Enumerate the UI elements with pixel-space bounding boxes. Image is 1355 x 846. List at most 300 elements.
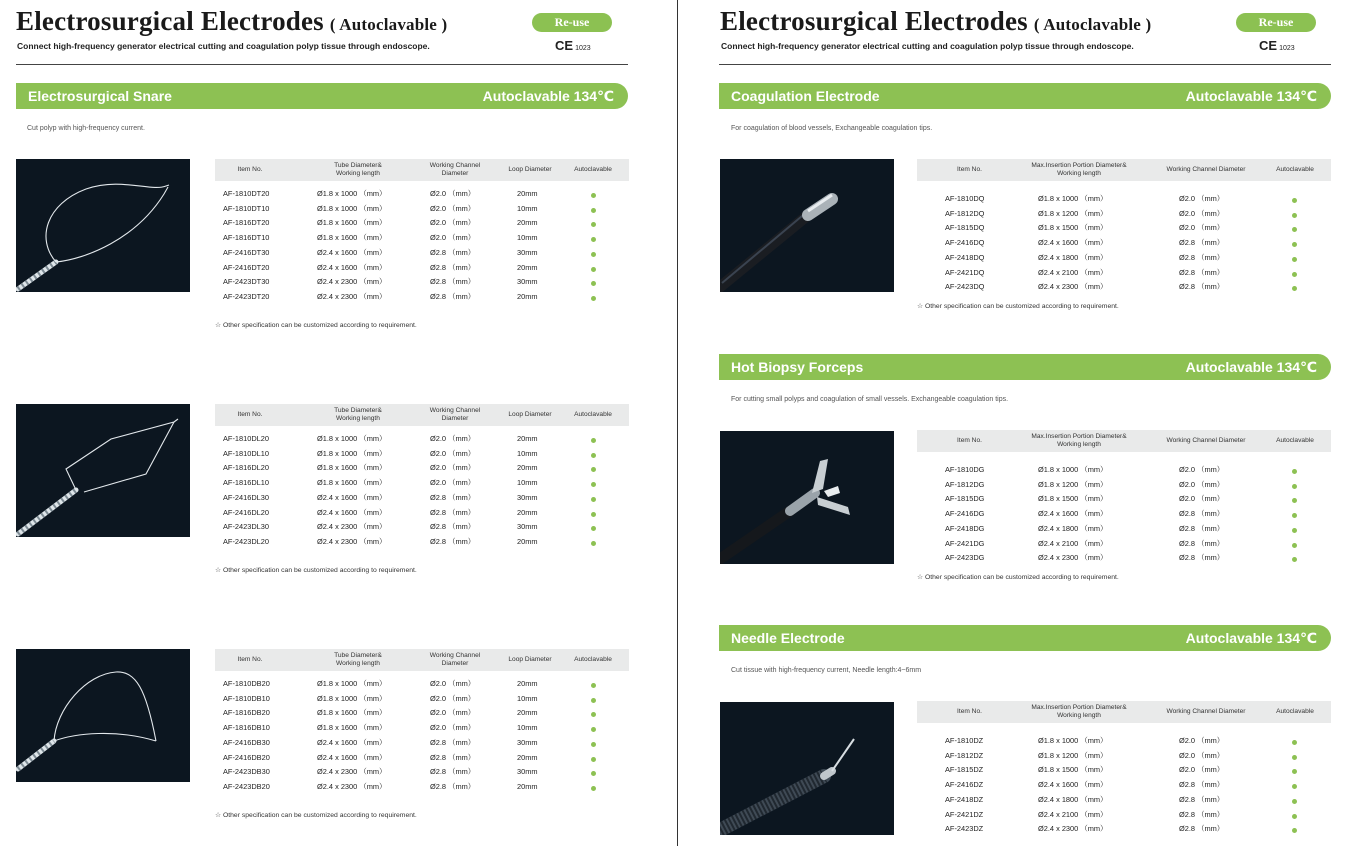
- banner-name: Needle Electrode: [731, 630, 845, 646]
- table-row: [917, 522, 1331, 537]
- table-cell: Ø1.8 x 1000 （mm）: [1038, 465, 1108, 474]
- header-cell: Loop Diameter: [508, 411, 552, 418]
- green-dot: [591, 526, 596, 531]
- table-cell: AF-2416DL20: [223, 507, 270, 517]
- table-cell: Ø2.0 （mm）: [430, 693, 476, 703]
- table-row: [215, 187, 629, 202]
- green-dot: [591, 252, 596, 257]
- green-dot: [1292, 272, 1297, 277]
- table-row: [917, 749, 1331, 764]
- table-cell: Ø2.8 （mm）: [430, 291, 476, 301]
- green-dot: [1292, 513, 1297, 518]
- green-dot: [591, 467, 596, 472]
- table-cell: AF-2421DQ: [945, 267, 985, 277]
- table-cell: Ø2.0 （mm）: [1179, 750, 1225, 760]
- table-cell: Ø2.0 （mm）: [1179, 765, 1225, 775]
- table-cell: AF-1810DB10: [223, 693, 270, 703]
- table-header: [215, 404, 629, 426]
- header-cell: Working Channel Diameter: [429, 652, 481, 667]
- table-cell: AF-2418DG: [945, 523, 985, 533]
- ce-mark: [555, 38, 591, 53]
- page-divider: [677, 0, 678, 846]
- table-cell: Ø2.4 x 1800 （mm）: [1038, 252, 1108, 262]
- needle-electrode-image: [720, 702, 894, 835]
- title-text: Electrosurgical Electrodes: [16, 6, 324, 36]
- table-row: [917, 778, 1331, 793]
- table-cell: Ø2.4 x 1600 （mm）: [317, 737, 387, 747]
- header-cell: Tube Diameter& Working length: [334, 407, 382, 422]
- table-cell: 30mm: [517, 277, 538, 287]
- table-cell: AF-2423DZ: [945, 824, 984, 834]
- table-cell: AF-1816DB10: [223, 723, 270, 733]
- table-cell: 20mm: [517, 679, 538, 688]
- table-cell: 30mm: [517, 767, 538, 777]
- header-cell: Loop Diameter: [508, 166, 552, 173]
- table-cell: AF-2423DL20: [223, 536, 270, 546]
- table-cell: AF-2421DZ: [945, 809, 984, 819]
- table-cell: AF-2421DG: [945, 538, 985, 548]
- table-cell: Ø2.4 x 2300 （mm）: [1038, 282, 1108, 292]
- green-dot: [1292, 498, 1297, 503]
- oval-snare-image: [16, 159, 190, 292]
- table-cell: 20mm: [517, 189, 538, 198]
- title-sub-right: ( Autoclavable ): [1033, 15, 1152, 34]
- table-cell: 10mm: [517, 723, 538, 733]
- section-banner: [719, 83, 1331, 109]
- table-cell: 10mm: [517, 693, 538, 703]
- reuse-badge: Re-use: [532, 13, 612, 32]
- green-dot: [591, 193, 596, 198]
- table-cell: 20mm: [517, 434, 538, 443]
- table-cell: AF-1810DT20: [223, 189, 270, 198]
- header-rule-right: [719, 64, 1331, 65]
- table-row: [215, 246, 629, 261]
- table-cell: 30mm: [517, 247, 538, 257]
- green-dot: [591, 512, 596, 517]
- table-cell: Ø2.4 x 2300 （mm）: [317, 767, 387, 777]
- header-cell: Working Channel Diameter: [429, 162, 481, 177]
- header-cell: Max.Insertion Portion Diameter& Working length: [1031, 162, 1127, 177]
- green-dot: [591, 727, 596, 732]
- table-cell: Ø2.8 （mm）: [1179, 809, 1225, 819]
- table-cell: Ø2.8 （mm）: [1179, 238, 1225, 248]
- table-cell: Ø2.8 （mm）: [430, 752, 476, 762]
- table-cell: 20mm: [517, 781, 538, 791]
- green-dot: [591, 712, 596, 717]
- table-cell: AF-2423DG: [945, 553, 985, 563]
- table-cell: Ø1.8 x 1600 （mm）: [317, 218, 387, 228]
- green-dot: [1292, 528, 1297, 533]
- table-cell: AF-1810DZ: [945, 736, 984, 745]
- table-cell: AF-2423DL30: [223, 522, 270, 532]
- table-cell: AF-1816DT10: [223, 233, 270, 243]
- table-cell: Ø2.0 （mm）: [430, 448, 476, 458]
- spec-note: ☆ Other specification can be customized according to requirement.: [215, 322, 417, 329]
- table-cell: Ø2.4 x 1600 （mm）: [1038, 780, 1108, 790]
- table-cell: Ø2.4 x 1600 （mm）: [317, 247, 387, 257]
- table-cell: Ø2.8 （mm）: [1179, 553, 1225, 563]
- green-dot: [591, 267, 596, 272]
- table-row: [917, 192, 1331, 207]
- table-cell: Ø2.4 x 2100 （mm）: [1038, 809, 1108, 819]
- table-row: [917, 763, 1331, 778]
- table-cell: Ø2.4 x 1600 （mm）: [317, 507, 387, 517]
- table-cell: Ø2.4 x 1600 （mm）: [1038, 509, 1108, 519]
- table-cell: Ø2.4 x 2100 （mm）: [1038, 267, 1108, 277]
- table-cell: AF-2423DB20: [223, 781, 270, 791]
- table-cell: Ø2.0 （mm）: [430, 189, 476, 198]
- table-cell: Ø2.0 （mm）: [1179, 208, 1225, 218]
- table-cell: AF-1816DT20: [223, 218, 270, 228]
- title-sub: ( Autoclavable ): [329, 15, 448, 34]
- green-dot: [1292, 242, 1297, 247]
- header-cell: Working Channel Diameter: [1166, 166, 1246, 173]
- table-row: [215, 261, 629, 276]
- table-row: [215, 765, 629, 780]
- header-cell: Working Channel Diameter: [1166, 708, 1246, 715]
- banner-autoclavable: Autoclavable 134℃: [1185, 359, 1317, 375]
- table-cell: 20mm: [517, 262, 538, 272]
- green-dot: [1292, 213, 1297, 218]
- header-cell: Autoclavable: [574, 411, 612, 418]
- green-dot: [591, 281, 596, 286]
- table-cell: Ø2.8 （mm）: [430, 781, 476, 791]
- table-cell: Ø2.0 （mm）: [430, 203, 476, 213]
- table-cell: AF-1810DQ: [945, 194, 985, 203]
- table-cell: Ø2.8 （mm）: [430, 737, 476, 747]
- table-cell: AF-2423DT30: [223, 277, 270, 287]
- table-cell: 20mm: [517, 291, 538, 301]
- reuse-badge-right: Re-use: [1236, 13, 1316, 32]
- page-subtitle-right: Connect high-frequency generator electrical cutting and coagulation polyp tissue through endoscope.: [721, 41, 1134, 51]
- section-banner: [719, 354, 1331, 380]
- green-dot: [1292, 227, 1297, 232]
- table-row: [215, 706, 629, 721]
- table-row: [215, 520, 629, 535]
- spec-table: [215, 159, 629, 339]
- table-cell: AF-2416DB30: [223, 737, 270, 747]
- green-dot: [1292, 814, 1297, 819]
- table-row: [215, 275, 629, 290]
- table-cell: Ø2.8 （mm）: [430, 522, 476, 532]
- table-cell: Ø1.8 x 1600 （mm）: [317, 723, 387, 733]
- table-cell: Ø1.8 x 1000 （mm）: [317, 448, 387, 458]
- table-cell: Ø2.8 （mm）: [430, 536, 476, 546]
- table-row: [917, 808, 1331, 823]
- table-cell: AF-1810DL20: [223, 434, 270, 443]
- crescent-snare-image: [16, 649, 190, 782]
- table-cell: AF-2418DZ: [945, 794, 984, 804]
- table-header: [917, 701, 1331, 723]
- table-cell: Ø2.8 （mm）: [1179, 252, 1225, 262]
- table-cell: Ø1.8 x 1200 （mm）: [1038, 750, 1108, 760]
- section-description: For cutting small polyps and coagulation of small vessels. Exchangeable coagulation tips.: [731, 396, 1009, 403]
- header-cell: Item No.: [237, 411, 263, 418]
- table-cell: Ø2.0 （mm）: [430, 708, 476, 718]
- banner-autoclavable: Autoclavable 134℃: [1185, 88, 1317, 104]
- table-cell: Ø2.4 x 1600 （mm）: [1038, 238, 1108, 248]
- table-row: [215, 751, 629, 766]
- hexagonal-snare-image: [16, 404, 190, 537]
- spec-note: ☆ Other specification can be customized according to requirement.: [917, 303, 1119, 310]
- green-dot: [591, 757, 596, 762]
- green-dot: [591, 698, 596, 703]
- table-cell: Ø1.8 x 1600 （mm）: [317, 708, 387, 718]
- table-cell: AF-1815DZ: [945, 765, 984, 775]
- green-dot: [591, 208, 596, 213]
- spec-table: [215, 649, 629, 829]
- table-cell: AF-2416DB20: [223, 752, 270, 762]
- table-cell: 20mm: [517, 507, 538, 517]
- table-cell: Ø2.4 x 2300 （mm）: [317, 536, 387, 546]
- table-row: [917, 507, 1331, 522]
- table-cell: Ø2.8 （mm）: [430, 262, 476, 272]
- table-cell: Ø2.8 （mm）: [430, 507, 476, 517]
- table-cell: 20mm: [517, 463, 538, 473]
- green-dot: [591, 786, 596, 791]
- green-dot: [1292, 755, 1297, 760]
- table-cell: Ø2.8 （mm）: [1179, 523, 1225, 533]
- table-cell: AF-2416DG: [945, 509, 985, 519]
- table-row: [917, 236, 1331, 251]
- green-dot: [591, 771, 596, 776]
- table-cell: AF-1812DG: [945, 479, 985, 489]
- spec-table: [917, 159, 1331, 319]
- header-cell: Max.Insertion Portion Diameter& Working length: [1031, 704, 1127, 719]
- table-cell: 20mm: [517, 708, 538, 718]
- section-banner: [719, 625, 1331, 651]
- table-cell: Ø2.4 x 2300 （mm）: [317, 781, 387, 791]
- table-cell: Ø1.8 x 1000 （mm）: [317, 434, 387, 443]
- table-cell: Ø1.8 x 1600 （mm）: [317, 463, 387, 473]
- table-cell: Ø2.8 （mm）: [1179, 267, 1225, 277]
- green-dot: [1292, 257, 1297, 262]
- table-row: [917, 537, 1331, 552]
- table-cell: Ø1.8 x 1000 （mm）: [1038, 736, 1108, 745]
- table-cell: AF-2416DT20: [223, 262, 270, 272]
- table-cell: Ø1.8 x 1200 （mm）: [1038, 479, 1108, 489]
- table-cell: Ø2.8 （mm）: [430, 277, 476, 287]
- section-description: Cut tissue with high-frequency current, Needle length:4~6mm: [731, 667, 922, 674]
- table-cell: Ø2.0 （mm）: [1179, 479, 1225, 489]
- green-dot: [591, 438, 596, 443]
- banner-name: Electrosurgical Snare: [28, 88, 172, 104]
- table-row: [215, 476, 629, 491]
- table-cell: Ø2.4 x 1800 （mm）: [1038, 794, 1108, 804]
- table-cell: AF-1810DG: [945, 465, 985, 474]
- table-row: [215, 506, 629, 521]
- hot-biopsy-forceps-image: [720, 431, 894, 564]
- table-cell: Ø2.8 （mm）: [430, 492, 476, 502]
- spec-table: [215, 404, 629, 584]
- header-cell: Loop Diameter: [508, 656, 552, 663]
- green-dot: [1292, 828, 1297, 833]
- ce-mark-text-right: CE: [1259, 38, 1278, 53]
- green-dot: [1292, 198, 1297, 203]
- right-page: [703, 0, 1355, 846]
- table-cell: Ø2.4 x 1800 （mm）: [1038, 523, 1108, 533]
- banner-autoclavable: Autoclavable 134℃: [1185, 630, 1317, 646]
- green-dot: [591, 683, 596, 688]
- header-cell: Tube Diameter& Working length: [334, 652, 382, 667]
- green-dot: [591, 742, 596, 747]
- table-cell: Ø2.8 （mm）: [1179, 794, 1225, 804]
- ce-mark-right: [1259, 38, 1295, 53]
- table-row: [215, 721, 629, 736]
- table-cell: Ø2.4 x 2300 （mm）: [317, 522, 387, 532]
- table-cell: Ø1.8 x 1000 （mm）: [317, 679, 387, 688]
- ce-number: 1023: [575, 45, 591, 52]
- banner-name: Hot Biopsy Forceps: [731, 359, 864, 375]
- table-row: [917, 822, 1331, 837]
- page-subtitle: Connect high-frequency generator electrical cutting and coagulation polyp tissue through endoscope.: [17, 41, 430, 51]
- table-row: [215, 736, 629, 751]
- table-cell: Ø1.8 x 1600 （mm）: [317, 478, 387, 488]
- table-row: [215, 491, 629, 506]
- table-row: [215, 692, 629, 707]
- table-cell: Ø2.0 （mm）: [430, 478, 476, 488]
- table-cell: Ø2.4 x 1600 （mm）: [317, 262, 387, 272]
- table-row: [917, 793, 1331, 808]
- header-cell: Tube Diameter& Working length: [334, 162, 382, 177]
- table-cell: 30mm: [517, 737, 538, 747]
- coagulation-electrode-image: [720, 159, 894, 292]
- table-row: [917, 221, 1331, 236]
- table-cell: AF-1812DZ: [945, 750, 984, 760]
- table-header: [917, 159, 1331, 181]
- table-cell: AF-1815DG: [945, 494, 985, 504]
- table-row: [917, 266, 1331, 281]
- header-cell: Max.Insertion Portion Diameter& Working length: [1031, 433, 1127, 448]
- table-cell: Ø2.8 （mm）: [1179, 538, 1225, 548]
- table-cell: Ø1.8 x 1600 （mm）: [317, 233, 387, 243]
- table-cell: AF-1812DQ: [945, 208, 985, 218]
- header-rule: [16, 64, 628, 65]
- table-row: [917, 478, 1331, 493]
- spec-table: [917, 701, 1331, 846]
- table-cell: Ø2.8 （mm）: [1179, 509, 1225, 519]
- header-cell: Autoclavable: [1276, 166, 1314, 173]
- section-description: For coagulation of blood vessels, Exchangeable coagulation tips.: [731, 125, 933, 132]
- table-cell: Ø2.8 （mm）: [1179, 824, 1225, 834]
- header-cell: Working Channel Diameter: [429, 407, 481, 422]
- table-cell: Ø1.8 x 1500 （mm）: [1038, 765, 1108, 775]
- header-cell: Item No.: [237, 166, 263, 173]
- table-row: [215, 290, 629, 305]
- header-cell: Item No.: [957, 437, 982, 444]
- table-row: [215, 231, 629, 246]
- green-dot: [1292, 769, 1297, 774]
- spec-table: [917, 430, 1331, 590]
- table-cell: Ø2.0 （mm）: [430, 233, 476, 243]
- ce-mark-text: CE: [555, 38, 574, 53]
- table-cell: AF-2423DQ: [945, 282, 985, 292]
- table-cell: Ø2.0 （mm）: [430, 434, 476, 443]
- green-dot: [1292, 484, 1297, 489]
- table-row: [215, 677, 629, 692]
- table-cell: AF-1816DL10: [223, 478, 270, 488]
- spec-note: ☆ Other specification can be customized according to requirement.: [215, 812, 417, 819]
- table-cell: Ø2.8 （mm）: [430, 247, 476, 257]
- table-cell: Ø2.0 （mm）: [1179, 465, 1225, 474]
- table-cell: 10mm: [517, 448, 538, 458]
- table-cell: Ø2.8 （mm）: [1179, 282, 1225, 292]
- table-row: [917, 463, 1331, 478]
- table-row: [917, 251, 1331, 266]
- green-dot: [591, 497, 596, 502]
- header-cell: Working Channel Diameter: [1166, 437, 1246, 444]
- table-row: [215, 461, 629, 476]
- table-cell: AF-2416DZ: [945, 780, 984, 790]
- header-cell: Item No.: [957, 166, 982, 173]
- table-cell: 30mm: [517, 492, 538, 502]
- spec-note: ☆ Other specification can be customized according to requirement.: [215, 567, 417, 574]
- table-cell: AF-2416DL30: [223, 492, 270, 502]
- table-cell: AF-2423DT20: [223, 291, 270, 301]
- table-cell: Ø1.8 x 1200 （mm）: [1038, 208, 1108, 218]
- table-cell: Ø1.8 x 1000 （mm）: [317, 189, 387, 198]
- table-row: [215, 202, 629, 217]
- table-cell: Ø2.4 x 1600 （mm）: [317, 752, 387, 762]
- table-cell: Ø2.0 （mm）: [430, 218, 476, 228]
- table-row: [917, 551, 1331, 566]
- green-dot: [591, 482, 596, 487]
- table-cell: Ø2.8 （mm）: [430, 767, 476, 777]
- left-page: [0, 0, 676, 846]
- table-row: [215, 447, 629, 462]
- table-cell: 20mm: [517, 218, 538, 228]
- header-cell: Item No.: [957, 708, 982, 715]
- table-cell: AF-2418DQ: [945, 252, 985, 262]
- green-dot: [591, 453, 596, 458]
- header-cell: Item No.: [237, 656, 263, 663]
- table-cell: Ø1.8 x 1500 （mm）: [1038, 494, 1108, 504]
- table-cell: 20mm: [517, 536, 538, 546]
- green-dot: [1292, 469, 1297, 474]
- green-dot: [1292, 799, 1297, 804]
- table-row: [917, 734, 1331, 749]
- table-cell: AF-2416DT30: [223, 247, 270, 257]
- table-cell: Ø2.0 （mm）: [1179, 223, 1225, 233]
- table-cell: Ø2.0 （mm）: [1179, 494, 1225, 504]
- table-cell: Ø2.0 （mm）: [430, 463, 476, 473]
- green-dot: [1292, 784, 1297, 789]
- table-cell: Ø2.0 （mm）: [430, 723, 476, 733]
- table-cell: 10mm: [517, 203, 538, 213]
- table-row: [215, 216, 629, 231]
- table-cell: Ø2.0 （mm）: [1179, 736, 1225, 745]
- table-cell: 20mm: [517, 752, 538, 762]
- table-row: [215, 535, 629, 550]
- header-cell: Autoclavable: [574, 656, 612, 663]
- table-cell: Ø2.0 （mm）: [430, 679, 476, 688]
- header-cell: Autoclavable: [1276, 437, 1314, 444]
- green-dot: [591, 222, 596, 227]
- title-text-right: Electrosurgical Electrodes: [720, 6, 1028, 36]
- section-banner: [16, 83, 628, 109]
- table-cell: AF-2423DB30: [223, 767, 270, 777]
- green-dot: [591, 237, 596, 242]
- table-cell: Ø2.4 x 2300 （mm）: [1038, 824, 1108, 834]
- table-cell: AF-1810DL10: [223, 448, 270, 458]
- table-cell: Ø1.8 x 1000 （mm）: [317, 693, 387, 703]
- ce-number-right: 1023: [1279, 45, 1295, 52]
- table-header: [917, 430, 1331, 452]
- table-cell: Ø1.8 x 1500 （mm）: [1038, 223, 1108, 233]
- table-cell: Ø2.4 x 1600 （mm）: [317, 492, 387, 502]
- table-cell: 10mm: [517, 478, 538, 488]
- table-cell: Ø2.4 x 2300 （mm）: [317, 277, 387, 287]
